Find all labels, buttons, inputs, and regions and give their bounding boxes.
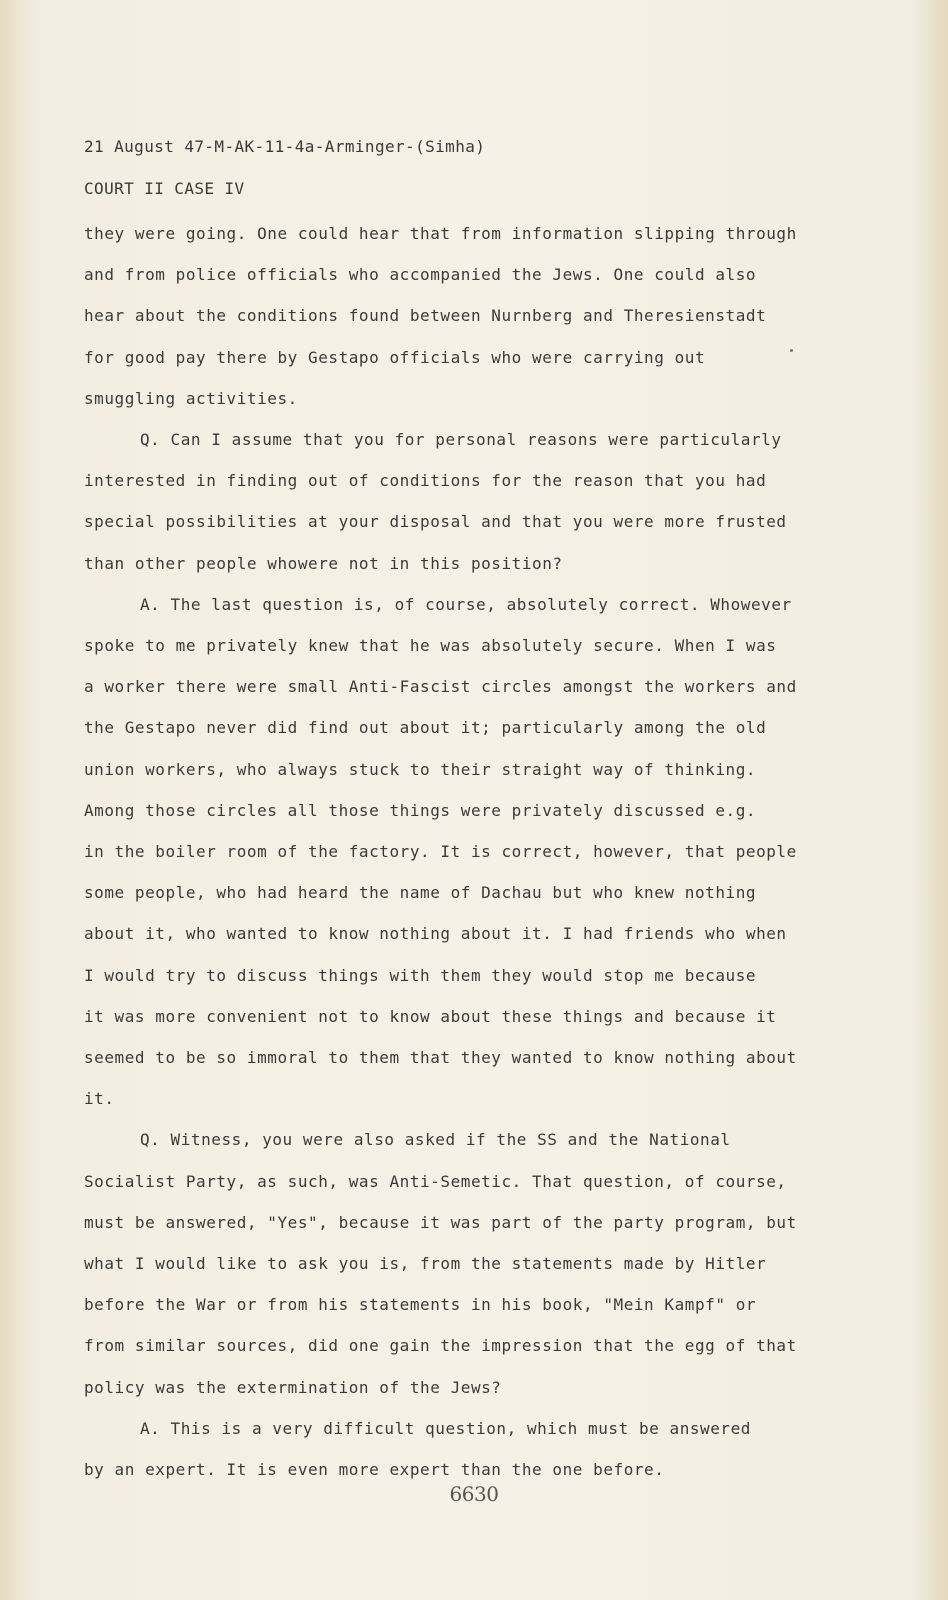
transcript-line: a worker there were small Anti-Fascist circles amongst the workers and [84,677,797,697]
transcript-line: by an expert. It is even more expert than the one before. [84,1460,665,1480]
transcript-line: interested in finding out of conditions for the reason that you had [84,471,767,491]
transcript-line: and from police officials who accompanied the Jews. One could also [84,265,757,285]
question-line: Q. Witness, you were also asked if the SS and the National [140,1130,731,1150]
transcript-line: I would try to discuss things with them they would stop me because [84,965,757,985]
transcript-line: from similar sources, did one gain the impression that the egg of that [84,1336,797,1356]
transcript-line: union workers, who always stuck to their straight way of thinking. [84,759,757,779]
transcript-line: they were going. One could hear that from information slipping through [84,224,797,243]
answer-line: A. The last question is, of course, absolutely correct. Whowever [140,594,792,614]
transcript-line: in the boiler room of the factory. It is correct, however, that people [84,842,797,862]
page-number: 6630 [449,1482,499,1506]
transcript-line: what I would like to ask you is, from the statements made by Hitler [84,1254,767,1274]
transcript-line: Among those circles all those things were privately discussed e.g. [84,800,757,820]
transcript-line: hear about the conditions found between Nurnberg and Theresienstadt [84,306,767,326]
transcript-line: smuggling activities. [84,388,298,408]
transcript-line: before the War or from his statements in his book, "Mein Kampf" or [84,1295,757,1315]
transcript-line: must be answered, "Yes", because it was part of the party program, but [84,1212,797,1232]
transcript-line: about it, who wanted to know nothing about it. I had friends who when [84,924,787,944]
transcript-line: spoke to me privately knew that he was absolutely secure. When I was [84,636,777,656]
transcript-line: it. [84,1089,115,1109]
answer-line: A. This is a very difficult question, which must be answered [140,1418,751,1438]
paper-speck [790,349,793,352]
transcript-line: policy was the extermination of the Jews? [84,1377,502,1397]
transcript-line: special possibilities at your disposal and that you were more frusted [84,512,787,532]
transcript-line: it was more convenient not to know about these things and because it [84,1006,777,1026]
document-header [84,126,485,210]
case-reference-line: 21 August 47-M-AK-11-4a-Arminger-(Simha) [84,137,486,156]
transcript-line: for good pay there by Gestapo officials who were carrying out [84,347,706,367]
transcript-line: the Gestapo never did find out about it; particularly among the old [84,718,767,738]
transcript-body [84,213,824,1490]
transcript-line: seemed to be so immoral to them that they wanted to know nothing about [84,1048,797,1068]
transcript-line: some people, who had heard the name of Dachau but who knew nothing [84,883,757,903]
transcript-line: Socialist Party, as such, was Anti-Semetic. That question, of course, [84,1171,787,1191]
question-line: Q. Can I assume that you for personal reasons were particularly [140,430,782,450]
transcript-line: than other people whowere not in this position? [84,553,563,573]
court-case-line: COURT II CASE IV [84,179,245,198]
